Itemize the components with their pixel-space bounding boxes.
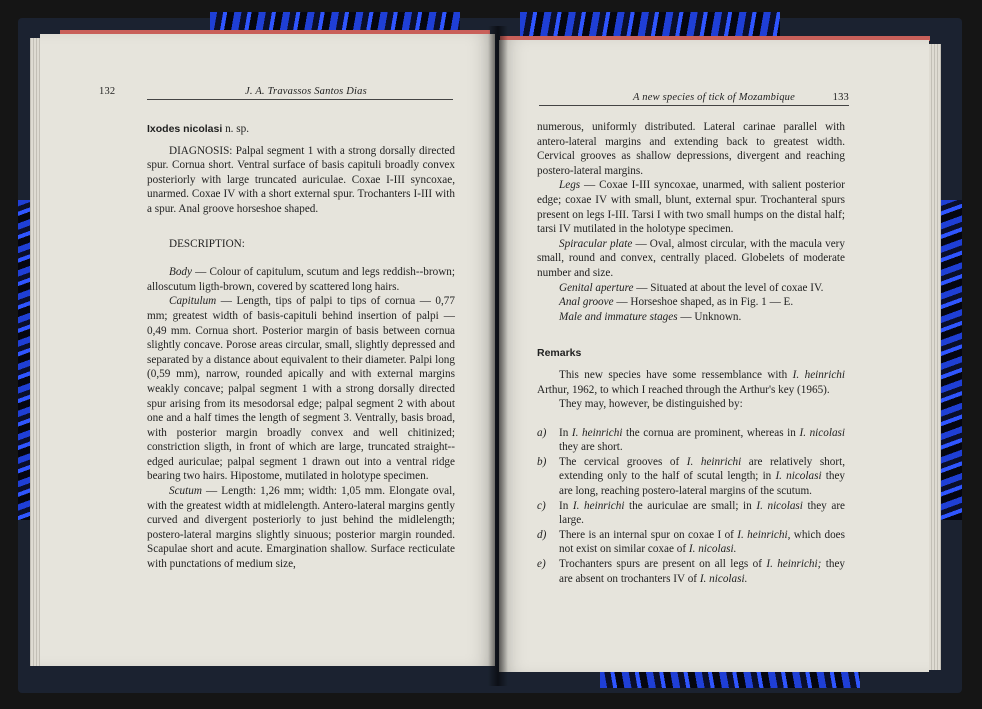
distinction-list bbox=[537, 426, 845, 587]
list-item bbox=[537, 455, 845, 499]
left-page-number: 132 bbox=[99, 86, 116, 97]
remarks-text: This new species have some ressemblance with bbox=[559, 368, 793, 381]
list-item bbox=[537, 426, 845, 455]
list-item bbox=[537, 528, 845, 557]
male-label: Male and immature stages bbox=[559, 310, 678, 323]
list-item bbox=[537, 499, 845, 528]
scutum-continuation: numerous, uniformly distributed. Lateral carinae parallel with antero-lateral margins and extending back to greatest width. Cervical grooves as shallow depressions, divergent and reaching postero-lateral margins. bbox=[537, 121, 845, 177]
list-item-label: e) bbox=[537, 558, 546, 571]
diagnosis-paragraph: DIAGNOSIS: Palpal segment 1 with a strong dorsally directed spur. Cornua short. Ventral surface of basis capituli broadly convex posteriorly with large truncated auriculae. Coxae I-III syncoxae, unarmed. Coxae IV with a short external spur. Trochanters I-III with a spur. Anal groove horseshoe shaped. bbox=[147, 144, 455, 215]
capitulum-paragraph bbox=[147, 294, 455, 484]
spiracular-label: Spiracular plate bbox=[559, 237, 633, 250]
right-running-head-title: A new species of tick of Mozambique bbox=[633, 92, 795, 103]
page-stack-left bbox=[30, 38, 40, 666]
list-item-label: b) bbox=[537, 455, 547, 468]
anal-label: Anal groove bbox=[559, 296, 614, 309]
legs-text: — Coxae I-III syncoxae, unarmed, with salient posterior edge; coxae IV with small, blunt, external spur. Trochanteral spurs present on legs I-III. Tarsi I with two small humps on the distal half; tarsi IV mutilated in the holotype specimen. bbox=[537, 179, 845, 236]
right-page-body bbox=[537, 120, 845, 586]
right-running-head bbox=[539, 92, 849, 106]
capitulum-label: Capitulum bbox=[169, 295, 217, 308]
left-page-body bbox=[147, 122, 455, 572]
page-stack-right bbox=[929, 44, 941, 670]
species-name: Ixodes nicolasi bbox=[147, 123, 223, 135]
male-text: — Unknown. bbox=[677, 310, 742, 323]
description-heading: DESCRIPTION: bbox=[169, 237, 245, 250]
capitulum-text: — Length, tips of palpi to tips of cornua — 0,77 mm; greatest width of basis-capituli behind insertion of palpi — 0,49 mm. Cornua short. Posterior margin of basis between cornua slightly concave. Porose areas circular, small, slightly depressed and separated by a distance about equivalent to their diameter. Palpi long (0,59 mm), narrow, rounded apically and with external margins weakly concave; palpal segment 1 with a strong dorsally directed spur arising from its mesodorsal edge; palpal segment 2 with about one and a half times the length of segment 3. Ventrally, basis broad, with posterior margin broadly convex and well chitinized; constriction sligth, in front of which are large, truncated straight--edged auriculae; palpal segment 1 drawn out into a ventral ridge bearing two hairs. Hipostome, mutilated in holotype specimen. bbox=[147, 295, 455, 483]
species-title bbox=[147, 122, 455, 137]
body-paragraph bbox=[147, 265, 455, 294]
remarks-text: Arthur, 1962, to which I reached through the Arthur's key (1965). bbox=[537, 383, 830, 396]
legs-paragraph bbox=[537, 178, 845, 236]
cover-pattern-bottom bbox=[600, 672, 860, 688]
remarks-heading: Remarks bbox=[537, 347, 582, 360]
remarks-paragraph-2: They may, however, be distinguished by: bbox=[559, 398, 743, 411]
spiracular-text: — Oval, almost circular, with the macula very small, round and convex, centrally placed. Globelets of moderate number and size. bbox=[537, 237, 845, 279]
remarks-paragraph-1 bbox=[537, 368, 845, 397]
cover-pattern-right bbox=[940, 200, 962, 520]
genital-paragraph bbox=[537, 281, 845, 296]
list-item-text: The cervical grooves of I. heinrichi are relatively short, extending only to the half of scutal length; in I. nicolasi they are long, reaching postero-lateral margins of the scutum. bbox=[559, 455, 846, 498]
list-item-label: d) bbox=[537, 528, 547, 541]
left-running-head-title: J. A. Travassos Santos Dias bbox=[245, 86, 367, 97]
male-paragraph bbox=[537, 310, 845, 325]
list-item-text: In I. heinrichi the auriculae are small; in I. nicolasi they are large. bbox=[559, 499, 846, 527]
left-running-head bbox=[99, 86, 453, 100]
list-item-label: c) bbox=[537, 499, 546, 512]
list-item-text: In I. heinrichi the cornua are prominent, whereas in I. nicolasi they are short. bbox=[559, 426, 846, 454]
right-page-number: 133 bbox=[832, 92, 849, 103]
list-item-text: Trochanters spurs are present on all legs of I. heinrichi; they are absent on trochanters IV of I. nicolasi. bbox=[559, 558, 845, 585]
scutum-paragraph bbox=[147, 484, 455, 572]
body-label: Body bbox=[169, 266, 192, 279]
genital-text: — Situated at about the level of coxae IV. bbox=[633, 281, 824, 294]
book-gutter bbox=[488, 26, 508, 686]
cover-pattern-top-right bbox=[520, 12, 780, 36]
anal-paragraph bbox=[537, 295, 845, 310]
scutum-text: — Length: 1,26 mm; width: 1,05 mm. Elongate oval, with the greatest width at midlelength. Antero-lateral margins gently curved and divergent posteriorly to just behind the midlelength; postero-lateral margins slightly sinuous; posterior margin rounded. Scapulae short and acute. Emargination shallow. Surface recticulate with punctations of medium size, bbox=[147, 485, 455, 571]
left-page bbox=[40, 34, 495, 666]
species-ref: I. heinrichi bbox=[792, 368, 845, 381]
legs-label: Legs bbox=[559, 179, 581, 192]
right-page bbox=[499, 40, 929, 672]
genital-label: Genital aperture bbox=[559, 281, 634, 294]
list-item-text: There is an internal spur on coxae I of I. heinrichi, which does not exist on similar coxae of I. nicolasi. bbox=[559, 528, 845, 556]
body-text: — Colour of capitulum, scutum and legs reddish--brown; alloscutum ligth-brown, covered by scattered long hairs. bbox=[147, 266, 455, 293]
anal-text: — Horseshoe shaped, as in Fig. 1 — E. bbox=[613, 296, 794, 309]
species-suffix: n. sp. bbox=[225, 123, 250, 135]
list-item bbox=[537, 557, 845, 586]
spiracular-paragraph bbox=[537, 237, 845, 281]
list-item-label: a) bbox=[537, 426, 547, 439]
scutum-label: Scutum bbox=[169, 485, 202, 498]
